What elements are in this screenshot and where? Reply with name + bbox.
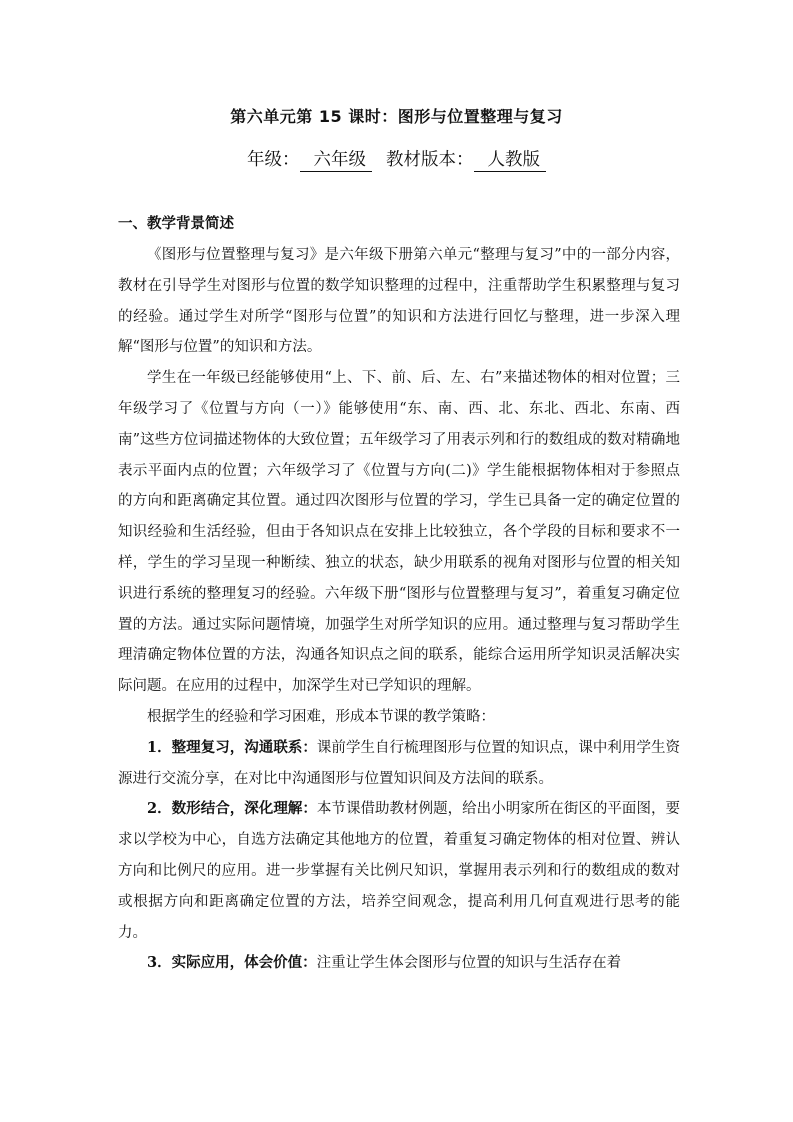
strategy-2-label: 2．数形结合，深化理解：	[147, 800, 317, 818]
grade-label: 年级：	[247, 150, 300, 170]
paragraph-strategy-intro: 根据学生的经验和学习困难，形成本节课的教学策略：	[147, 708, 495, 725]
document-body	[118, 208, 680, 979]
paragraph-intro: 《图形与位置整理与复习》是六年级下册第六单元“整理与复习”中的一部分内容，教材在引导学生对图形与位置的数学知识整理的过程中，注重帮助学生积累整理与复习的经验。通过学生对所学“图形与位置”的知识和方法进行回忆与整理，进一步深入理解“图形与位置”的知识和方法。	[118, 247, 680, 356]
strategy-1-label: 1．整理复习，沟通联系：	[147, 738, 317, 756]
strategy-3-text: 注重让学生体会图形与位置的知识与生活存在着	[316, 955, 622, 972]
strategy-item-2	[118, 794, 680, 948]
strategy-item-3	[118, 948, 680, 979]
grade-value: 六年级	[300, 150, 373, 172]
meta-line	[0, 146, 793, 172]
strategy-1-text: 课前学生自行梳理图形与位置的知识点，课中利用学生资源进行交流分享，在对比中沟通图形与位置知识间及方法间的联系。	[118, 739, 680, 787]
paragraph-student-background: 学生在一年级已经能够使用“上、下、前、后、左、右”来描述物体的相对位置；三年级学习了《位置与方向（一）》能够使用“东、南、西、北、东北、西北、东南、西南”这些方位词描述物体的大致位置；五年级学习了用表示列和行的数组成的数对精确地表示平面内点的位置；六年级学习了《位置与方向(二)》学生能根据物体相对于参照点的方向和距离确定其位置。通过四次图形与位置的学习，学生已具备一定的确定位置的知识经验和生活经验，但由于各知识点在安排上比较独立，各个学段的目标和要求不一样，学生的学习呈现一种断续、独立的状态，缺少用联系的视角对图形与位置的相关知识进行系统的整理复习的经验。六年级下册“图形与位置整理与复习”，着重复习确定位置的方法。通过实际问题情境，加强学生对所学知识的应用。通过整理与复习帮助学生理清确定物体位置的方法，沟通各知识点之间的联系，能综合运用所学知识灵活解决实际问题。在应用的过程中，加深学生对已学知识的理解。	[118, 370, 680, 695]
page-title: 第六单元第 15 课时：图形与位置整理与复习	[230, 107, 563, 126]
edition-value: 人教版	[474, 150, 547, 172]
section-heading: 一、教学背景简述	[118, 216, 234, 232]
strategy-item-1	[118, 733, 680, 795]
strategy-2-text: 本节课借助教材例题，给出小明家所在街区的平面图，要求以学校为中心，自选方法确定其他地方的位置，着重复习确定物体的相对位置、辨认方向和比例尺的应用。进一步掌握有关比例尺知识，掌握用表示列和行的数组成的数对或根据方向和距离确定位置的方法，培养空间观念，提高利用几何直观进行思考的能力。	[118, 801, 680, 941]
strategy-3-label: 3．实际应用，体会价值：	[147, 954, 317, 972]
edition-label: 教材版本：	[386, 150, 474, 170]
